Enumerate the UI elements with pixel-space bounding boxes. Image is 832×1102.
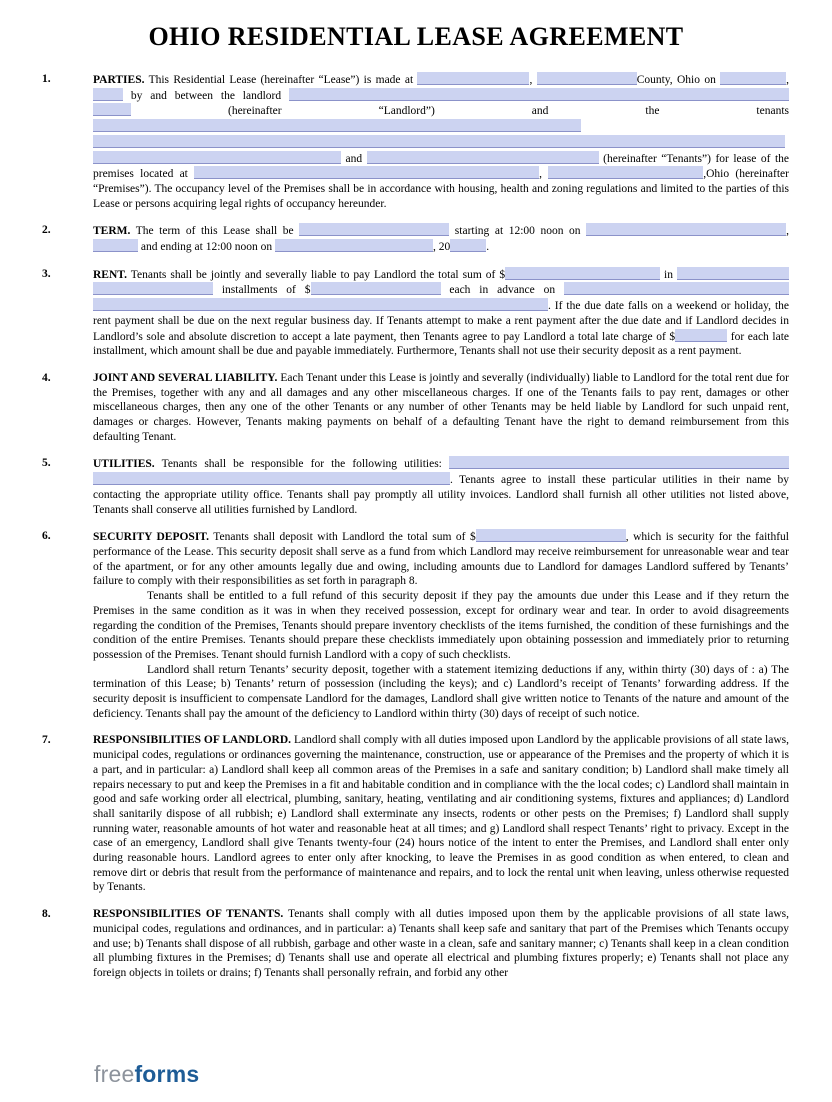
paragraph [93, 371, 789, 445]
section-joint-liability [42, 371, 789, 445]
paragraph [93, 72, 789, 211]
body-text: Each Tenant under this Lease is jointly and severally (individually) liable to Landlord for the total rent due for the Premises, together with any and all damages and any other miscellaneous charges. If one of the Tenants fails to pay rent, damages or other miscellaneous charges, then any one of the other Tenants or any number of other Tenants may be held liable by Landlord for such unpaid rent, damages or charges. However, Tenants making payments on behalf of a defaulting Tenant have the right to demand reimbursement from this defaulting Tenant. [93, 371, 789, 443]
body-text: Tenants shall be entitled to a full refund of this security deposit if they pay the amounts due under this Lease and if they return the Premises in the same condition as it was in when they received possession, except for ordinary wear and tear. In order to avoid disagreements regarding the condition of the Premises, Tenants should prepare inventory checklists of the items furnished, the condition of these furnishings and the condition of the entire Premises. Tenants should prepare these checklists immediately upon obtaining possession and immediately prior to returning possession of the Premises. Tenant should furnish Landlord with a copy of such checklists. [93, 590, 789, 661]
body-text: . [486, 241, 490, 254]
section-number: 2. [42, 224, 51, 237]
section-utilities [42, 456, 789, 517]
section-heading: RESPONSIBILITIES OF TENANTS. [93, 908, 284, 921]
section-body [93, 223, 789, 254]
section-body [93, 267, 789, 359]
blank-field[interactable] [367, 151, 599, 164]
section-heading: RESPONSIBILITIES OF LANDLORD. [93, 734, 292, 747]
paragraph [93, 223, 789, 254]
section-body [93, 371, 789, 445]
blank-field[interactable] [93, 282, 213, 295]
blank-field[interactable] [564, 282, 789, 295]
blank-field[interactable] [675, 329, 727, 342]
paragraph [93, 267, 789, 359]
blank-field[interactable] [417, 72, 529, 85]
paragraph [93, 733, 789, 895]
blank-field[interactable] [450, 239, 486, 252]
brand-forms: forms [134, 1061, 200, 1087]
body-text: each in advance on [440, 284, 564, 297]
section-rent [42, 267, 789, 359]
body-text: Tenants shall deposit with Landlord the total sum of $ [209, 531, 476, 544]
section-heading: UTILITIES. [93, 458, 155, 471]
section-body [93, 733, 789, 895]
section-term [42, 223, 789, 254]
section-body [93, 529, 789, 721]
body-text: County, Ohio on [636, 74, 721, 86]
body-text: The term of this Lease shall be [130, 225, 300, 238]
blank-field[interactable] [93, 151, 341, 164]
body-text: by and between the landlord [123, 89, 289, 102]
sections [0, 72, 832, 981]
blank-field[interactable] [299, 223, 449, 236]
section-number: 6. [42, 530, 51, 543]
section-number: 5. [42, 457, 51, 470]
body-text: installments of $ [213, 284, 311, 297]
body-text: Landlord shall comply with all duties imposed upon Landlord by the applicable provisions of all state laws, municipal codes, regulations or ordinances governing the maintenance, construction, use or appearance of the Premises and the property of which it is a part, and in particular: a) Landlord shall keep all common areas of the Premises in a safe and sanitary condition; b) Landlord shall make timely all repairs necessary to put and keep the Premises in a fit and habitable condition and in compliance with the the local codes; c) Landlord shall maintain in good and safe working order all electrical, plumbing, sanitary, heating, ventilating and air conditioning systems, fixtures and appliances; d) Landlord shall sanitarily dispose of all rubbish; e) Landlord shall exterminate any insects, rodents or other pests on the Premises; f) Landlord shall supply running water, reasonable amounts of hot water and reasonable heat at all times; and g) Landlord shall respect Tenants’ right to privacy. Except in the case of an emergency, Landlord shall give Tenants twenty-four (24) hours notice of the intent to enter the Premises, and Landlord shall enter only during reasonable hours. Landlord agrees to enter only after knocking, to leave the Premises in as good condition as when entered, to clean and remove dirt or debris that result from the performance of maintenance and repairs, and to lock the rental unit when leaving, unless otherwise requested by Tenants. [93, 734, 789, 894]
paragraph [93, 529, 789, 589]
section-security-deposit [42, 529, 789, 721]
body-text: (hereinafter “Landlord”) and the tenants [131, 105, 789, 118]
section-number: 3. [42, 267, 51, 280]
blank-field[interactable] [289, 88, 789, 101]
section-number: 4. [42, 371, 51, 384]
blank-field[interactable] [93, 103, 131, 116]
document-title: OHIO RESIDENTIAL LEASE AGREEMENT [148, 22, 684, 51]
section-heading: SECURITY DEPOSIT. [93, 531, 209, 544]
body-text: , [529, 74, 537, 86]
body-text: in [660, 268, 677, 281]
body-text: , 20 [433, 241, 451, 254]
body-text: Tenants shall comply with all duties imposed upon them by the applicable provisions of all state laws, municipal codes, regulations and ordinances, and in particular: a) Tenants shall keep safe and sanitary that part of the Premises which Tenants occupy and use; b) Tenants shall dispose of all rubbish, garbage and other waste in a clean, safe and sanitary manner; c) Tenants shall keep in a clean condition all plumbing fixtures in the Premises; d) Tenants shall use and operate all electrical and plumbing fixtures properly; e) Tenants shall not place any foreign objects in toilets or drains; f) Tenants shall personally refrain, and forbid any other [93, 908, 789, 979]
blank-field[interactable] [476, 529, 626, 542]
blank-field[interactable] [93, 88, 123, 101]
section-landlord-responsibilities [42, 733, 789, 895]
section-body [93, 72, 789, 211]
body-text: Tenants shall be jointly and severally liable to pay Landlord the total sum of $ [126, 268, 506, 281]
body-text: , which is security for the faithful performance of the Lease. This security deposit shall serve as a fund from which Landlord may receive reimbursement for unreasonable wear and tear of the apartment, or for any other amounts legally due and owing, including amounts due to Landlord for damages Landlord suffered by Tenants’ failure to comply with their responsibilities as set forth in paragraph 8. [93, 531, 790, 588]
body-text: starting at 12:00 noon on [449, 225, 587, 238]
body-text: Landlord shall return Tenants’ security deposit, together with a statement itemizing deductions if any, within thirty (30) days of : a) The termination of this Lease; b) Tenants’ return of possession (including the keys); and c) Landlord’s receipt of Tenants’ forwarding address. If the security deposit is insufficient to compensate Landlord for the damages, Landlord shall give written notice to Tenants of the nature and amount of the deficiency. Tenants shall pay the amount of the deficiency to Landlord within thirty (30) days of receipt of such notice. [93, 663, 789, 720]
body-text: and ending at 12:00 noon on [138, 241, 276, 254]
blank-field[interactable] [537, 72, 637, 85]
paragraph [93, 456, 789, 517]
blank-field[interactable] [311, 282, 441, 295]
blank-field[interactable] [677, 267, 789, 280]
section-body [93, 456, 789, 517]
paragraph [93, 663, 789, 722]
section-heading: TERM. [93, 225, 131, 238]
body-text: ,Ohio (hereinafter “Premises”). The occupancy level of the Premises shall be in accordance with housing, health and zoning regulations and limited to the parties of this Lease or persons acquiring legal rights of occupancy hereunder. [93, 168, 789, 210]
section-body [93, 907, 789, 981]
body-text: (hereinafter “Tenants”) for lease of the premises located at [93, 152, 789, 181]
blank-field[interactable] [93, 135, 785, 148]
body-text: and [341, 152, 367, 165]
blank-field[interactable] [93, 239, 138, 252]
blank-field[interactable] [93, 472, 450, 485]
body-text: , [786, 225, 789, 238]
body-text: . Tenants agree to install these particular utilities in their name by contacting the appropriate utility office. Tenants shall pay promptly all utility invoices. Landlord shall furnish all other utilities not listed above, Tenants shall conserve all utilities furnished by Landlord. [93, 474, 789, 516]
blank-field[interactable] [93, 119, 581, 132]
section-number: 7. [42, 734, 51, 747]
section-heading: JOINT AND SEVERAL LIABILITY. [93, 371, 278, 384]
blank-field[interactable] [194, 166, 539, 179]
brand-free: free [94, 1061, 135, 1087]
section-number: 1. [42, 73, 51, 85]
section-heading: RENT. [93, 268, 127, 281]
footer-logo [94, 1061, 199, 1088]
blank-field[interactable] [720, 72, 786, 85]
blank-field[interactable] [275, 239, 433, 252]
blank-field[interactable] [449, 456, 789, 469]
body-text: This Residential Lease (hereinafter “Lease”) is made at [144, 74, 418, 86]
blank-field[interactable] [505, 267, 660, 280]
body-text: , [786, 74, 790, 86]
blank-field[interactable] [93, 298, 548, 311]
section-number: 8. [42, 908, 51, 921]
blank-field[interactable] [548, 166, 703, 179]
body-text: , [539, 168, 549, 181]
section-tenant-responsibilities [42, 907, 789, 981]
paragraph [93, 589, 789, 663]
page [0, 22, 832, 1087]
section-heading: PARTIES. [93, 74, 145, 86]
blank-field[interactable] [586, 223, 786, 236]
section-parties [42, 72, 789, 211]
body-text: for each late installment, which amount shall be due and payable immediately. Furthermore, Tenants shall not use their security deposit as a rent payment. [93, 330, 789, 358]
body-text: . If the due date falls on a weekend or holiday, the rent payment shall be due on the next regular business day. If Tenants attempt to make a rent payment after the due date and if Landlord decides in Landlord’s sole and absolute discretion to accept a late payment, then Tenants agree to pay Landlord a total late charge of $ [93, 300, 789, 343]
body-text: Tenants shall be responsible for the following utilities: [154, 458, 449, 471]
paragraph [93, 907, 789, 981]
